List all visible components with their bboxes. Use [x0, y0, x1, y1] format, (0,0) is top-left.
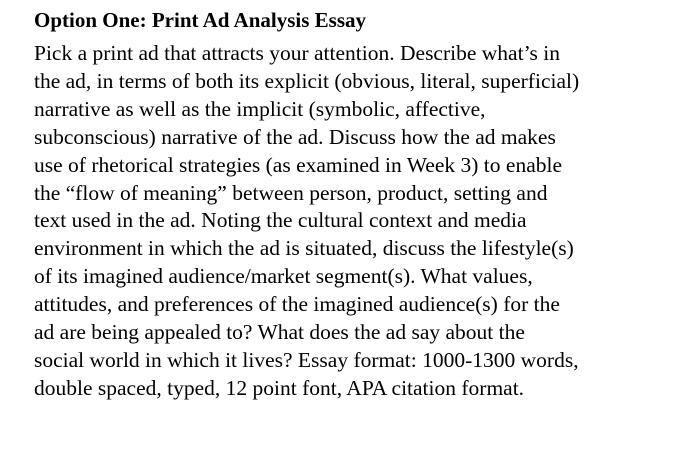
text-line: narrative as well as the implicit (symbolic, affective, — [34, 96, 486, 121]
text-line: subconscious) narrative of the ad. Discuss how the ad makes — [34, 124, 556, 149]
document-title: Option One: Print Ad Analysis Essay — [34, 8, 366, 32]
text-line: attitudes, and preferences of the imagined audience(s) for the — [34, 292, 560, 317]
assignment-description — [34, 40, 684, 403]
text-line: of its imagined audience/market segment(s). What values, — [34, 264, 533, 289]
text-line: ad are being appealed to? What does the ad say about the — [34, 320, 525, 345]
text-line: social world in which it lives? Essay format: 1000-1300 words, — [34, 347, 579, 372]
assignment-document — [34, 6, 684, 403]
text-line: Pick a print ad that attracts your attention. Describe what’s in — [34, 41, 561, 65]
text-line: the “flow of meaning” between person, product, setting and — [34, 180, 548, 205]
text-line: double spaced, typed, 12 point font, APA citation format. — [34, 375, 525, 400]
text-line: the ad, in terms of both its explicit (obvious, literal, superficial) — [34, 68, 580, 93]
text-line: text used in the ad. Noting the cultural context and media — [34, 208, 527, 233]
text-line: environment in which the ad is situated, discuss the lifestyle(s) — [34, 236, 574, 261]
text-line: use of rhetorical strategies (as examined in Week 3) to enable — [34, 152, 562, 177]
